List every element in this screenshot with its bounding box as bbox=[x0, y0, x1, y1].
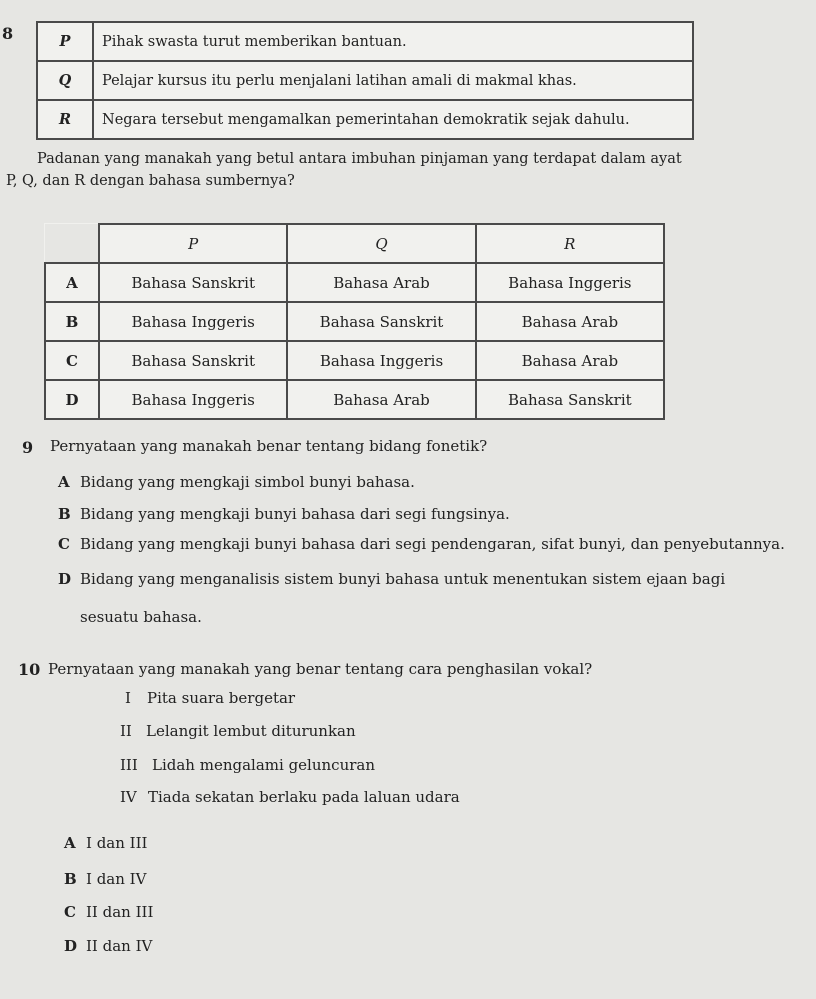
q8-question-line2: P, Q, dan R dengan bahasa sumbernya? bbox=[6, 173, 295, 189]
q10-option-c bbox=[64, 903, 153, 921]
option-text: Bidang yang mengkaji bunyi bahasa dari segi fungsinya. bbox=[80, 505, 510, 523]
table-header-row bbox=[45, 224, 664, 263]
table-row bbox=[37, 61, 693, 100]
statement-label: P bbox=[37, 22, 93, 61]
statement-text: Lelangit lembut diturunkan bbox=[146, 722, 356, 740]
statement-label: III bbox=[120, 756, 138, 774]
table-row bbox=[45, 380, 664, 419]
question-10-number: 10 bbox=[18, 660, 41, 679]
q8-question-line1: Padanan yang manakah yang betul antara imbuhan pinjaman yang terdapat dalam ayat bbox=[37, 151, 682, 167]
q10-statement-ii bbox=[120, 722, 356, 740]
table-row bbox=[45, 341, 664, 380]
cell: Bahasa Inggeris bbox=[287, 341, 475, 380]
statement-text: Negara tersebut mengamalkan pemerintahan demokratik sejak dahulu. bbox=[93, 100, 693, 139]
statement-text: Pelajar kursus itu perlu menjalani latihan amali di makmal khas. bbox=[93, 61, 693, 100]
q10-question: Pernyataan yang manakah yang benar tentang cara penghasilan vokal? bbox=[48, 660, 593, 678]
option-label: C bbox=[45, 341, 99, 380]
q10-statement-i bbox=[125, 689, 295, 707]
q9-option-d-cont: sesuatu bahasa. bbox=[80, 608, 202, 626]
statement-text: Pihak swasta turut memberikan bantuan. bbox=[93, 22, 693, 61]
cell: Bahasa Inggeris bbox=[99, 302, 287, 341]
option-text: Bidang yang mengkaji simbol bunyi bahasa. bbox=[80, 473, 415, 491]
option-label: A bbox=[64, 834, 76, 852]
option-text: Bidang yang menganalisis sistem bunyi bahasa untuk menentukan sistem ejaan bagi bbox=[80, 570, 726, 588]
option-label: D bbox=[64, 937, 78, 955]
q10-statement-iv bbox=[120, 788, 460, 806]
q10-statement-iii bbox=[120, 756, 375, 774]
cell: Bahasa Sanskrit bbox=[99, 341, 287, 380]
option-label: C bbox=[58, 535, 70, 553]
option-text: I dan III bbox=[86, 834, 148, 852]
statement-text: Tiada sekatan berlaku pada laluan udara bbox=[148, 788, 460, 806]
option-text: II dan IV bbox=[86, 937, 153, 955]
q10-option-d bbox=[64, 937, 152, 955]
cell: Bahasa Sanskrit bbox=[476, 380, 664, 419]
cell: Bahasa Inggeris bbox=[99, 380, 287, 419]
table-row bbox=[37, 22, 693, 61]
q9-option-d bbox=[58, 570, 725, 588]
cell: Bahasa Arab bbox=[476, 302, 664, 341]
q9-option-b bbox=[58, 505, 510, 523]
q8-statement-table bbox=[36, 21, 694, 140]
column-header: P bbox=[99, 224, 287, 263]
table-row bbox=[45, 263, 664, 302]
cell: Bahasa Sanskrit bbox=[99, 263, 287, 302]
q9-question: Pernyataan yang manakah benar tentang bidang fonetik? bbox=[50, 437, 488, 455]
q9-option-a bbox=[58, 473, 415, 491]
option-label: C bbox=[64, 903, 76, 921]
option-label: D bbox=[45, 380, 99, 419]
option-label: B bbox=[45, 302, 99, 341]
option-text: Bidang yang mengkaji bunyi bahasa dari segi pendengaran, sifat bunyi, dan penyebutannya. bbox=[80, 535, 785, 553]
table-row bbox=[45, 302, 664, 341]
cell: Bahasa Sanskrit bbox=[287, 302, 475, 341]
option-label: D bbox=[58, 570, 72, 588]
q8-answer-table bbox=[44, 223, 665, 420]
option-label: A bbox=[58, 473, 70, 491]
statement-label: IV bbox=[120, 788, 137, 806]
statement-label: I bbox=[125, 689, 131, 707]
q10-option-b bbox=[64, 870, 146, 888]
statement-label: II bbox=[120, 722, 132, 740]
column-header: Q bbox=[287, 224, 475, 263]
cell: Bahasa Arab bbox=[287, 380, 475, 419]
blank-header bbox=[45, 224, 99, 263]
option-label: A bbox=[45, 263, 99, 302]
statement-label: R bbox=[37, 100, 93, 139]
question-9-number: 9 bbox=[22, 438, 34, 457]
option-text: II dan III bbox=[86, 903, 154, 921]
option-label: B bbox=[64, 870, 77, 888]
option-text: I dan IV bbox=[86, 870, 147, 888]
table-row bbox=[37, 100, 693, 139]
column-header: R bbox=[476, 224, 664, 263]
cell: Bahasa Arab bbox=[287, 263, 475, 302]
cell: Bahasa Arab bbox=[476, 341, 664, 380]
statement-label: Q bbox=[37, 61, 93, 100]
q9-option-c bbox=[58, 535, 785, 553]
question-8-number: 8 bbox=[2, 24, 14, 43]
option-label: B bbox=[58, 505, 71, 523]
cell: Bahasa Inggeris bbox=[476, 263, 664, 302]
statement-text: Lidah mengalami geluncuran bbox=[152, 756, 376, 774]
statement-text: Pita suara bergetar bbox=[147, 689, 296, 707]
q10-option-a bbox=[64, 834, 147, 852]
